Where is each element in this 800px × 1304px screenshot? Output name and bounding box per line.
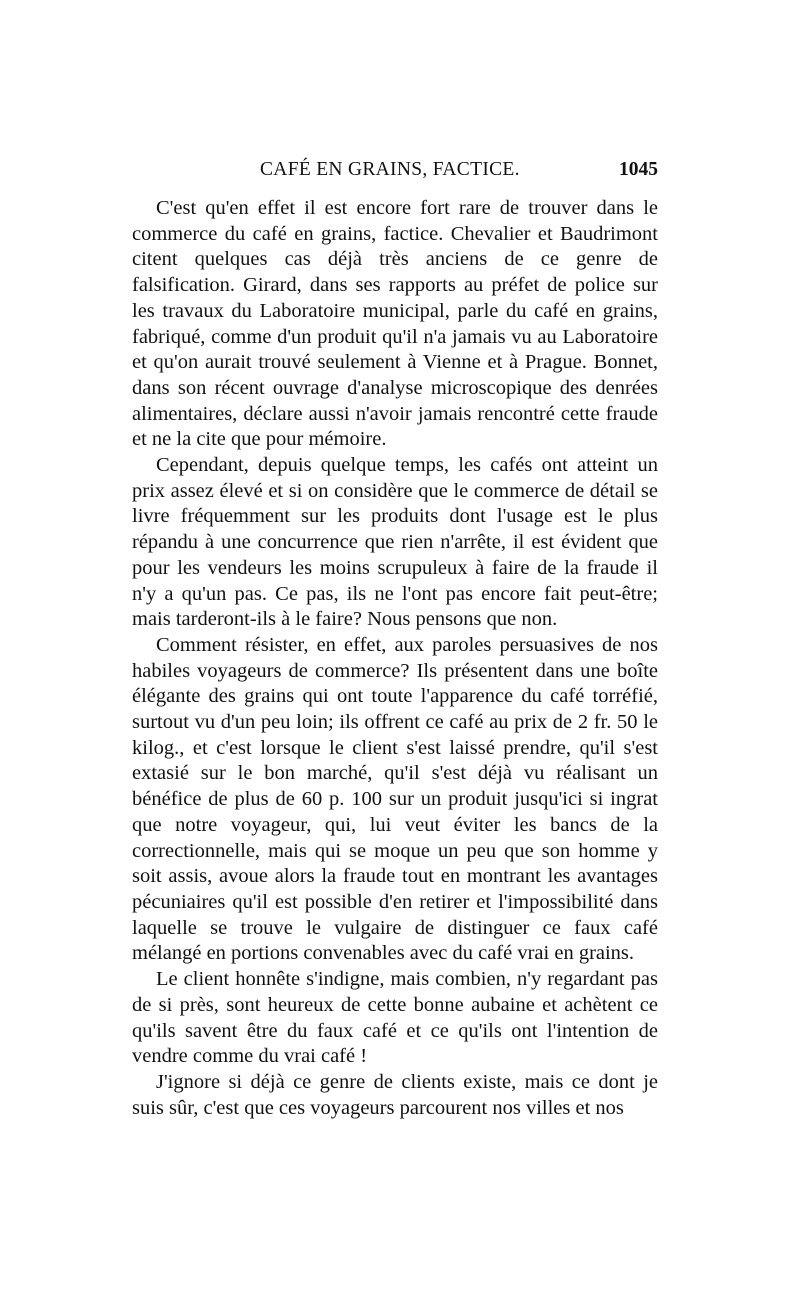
page-header — [130, 159, 658, 189]
paragraph-3: Comment résister, en effet, aux paroles persuasives de nos habiles voyageurs de commerce? Ils présentent dans une boîte élégante des grains qui ont toute l'apparence du café torréfié, surtout vu d'un peu loin; ils offrent ce café au prix de 2 fr. 50 le kilog., et c'est lorsque le client s'est laissé prendre, qu'il s'est extasié sur le bon marché, qu'il s'est déjà vu réalisant un bénéfice de plus de 60 p. 100 sur un produit jusqu'ici si ingrat que notre voyageur, qui, lui veut éviter les bancs de la correctionnelle, mais qui se moque un peu que son homme y soit assis, avoue alors la fraude tout en montrant les avantages pécuniaires qu'il est possible d'en retirer et l'impossibilité dans laquelle se trouve le vulgaire de distinguer ce faux café mélangé en portions convenables avec du café vrai en grains. — [132, 633, 658, 965]
running-title: CAFÉ EN GRAINS, FACTICE. — [260, 159, 520, 180]
paragraph-5: J'ignore si déjà ce genre de clients existe, mais ce dont je suis sûr, c'est que ces voyageurs parcourent nos villes et nos — [132, 1070, 658, 1119]
body-text — [132, 196, 658, 1121]
paragraph-2: Cependant, depuis quelque temps, les cafés ont atteint un prix assez élevé et si on considère que le commerce de détail se livre fréquemment sur les produits dont l'usage est le plus répandu à une concurrence que rien n'arrête, il est évident que pour les vendeurs les moins scrupuleux à faire de la fraude il n'y a qu'un pas. Ce pas, ils ne l'ont pas encore fait peut-être; mais tarderont-ils à le faire? Nous pensons que non. — [132, 454, 658, 631]
page-number: 1045 — [619, 159, 658, 180]
paragraph-1: C'est qu'en effet il est encore fort rare de trouver dans le commerce du café en grains, factice. Chevalier et Baudrimont citent quelques cas déjà très anciens de ce genre de falsification. Girard, dans ses rapports au préfet de police sur les travaux du Laboratoire municipal, parle du café en grains, fabriqué, comme d'un produit qu'il n'a jamais vu au Laboratoire et qu'on aurait trouvé seulement à Vienne et à Prague. Bonnet, dans son récent ouvrage d'analyse microscopique des denrées alimentaires, déclare aussi n'avoir jamais rencontré cette fraude et ne la cite que pour mémoire. — [132, 197, 658, 451]
paragraph-4: Le client honnête s'indigne, mais combien, n'y regardant pas de si près, sont heureux de cette bonne aubaine et achètent ce qu'ils savent être du faux café et ce qu'ils ont l'intention de vendre comme du vrai café ! — [132, 968, 658, 1068]
